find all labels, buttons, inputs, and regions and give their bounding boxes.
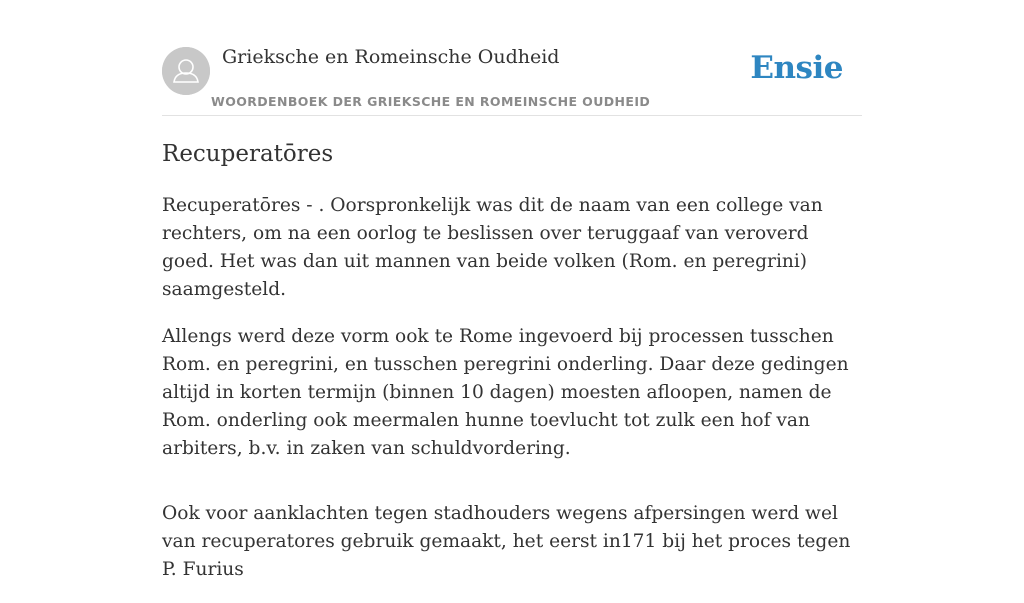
entry-body	[162, 192, 862, 603]
source-header	[162, 0, 862, 116]
user-icon[interactable]	[162, 47, 210, 95]
source-subtitle[interactable]: WOORDENBOEK DER GRIEKSCHE EN ROMEINSCHE OUDHEID	[211, 94, 651, 109]
source-title[interactable]: Grieksche en Romeinsche Oudheid	[222, 46, 560, 68]
entry-title: Recuperatōres	[162, 141, 334, 167]
entry-paragraph: Allengs werd deze vorm ook te Rome ingevoerd bij processen tusschen Rom. en peregrini, en tusschen peregrini onderling. Daar deze gedingen altijd in korten termijn (binnen 10 dagen) moesten afloopen, namen de Rom. onderling ook meermalen hunne toevlucht tot zulk een hof van arbiters, b.v. in zaken van schuldvordering.	[162, 326, 849, 459]
page-container	[162, 0, 862, 580]
brand-logo[interactable]: Ensie	[750, 50, 843, 86]
entry-paragraph: Recuperatōres - . Oorspronkelijk was dit de naam van een college van rechters, om na een oorlog te beslissen over teruggaaf van veroverd goed. Het was dan uit mannen van beide volken (Rom. en peregrini) saamgesteld.	[162, 195, 823, 300]
entry-paragraph: Ook voor aanklachten tegen stadhouders wegens afpersingen werd wel van recuperatores gebruik gemaakt, het eerst in171 bij het proces tegen P. Furius	[162, 503, 851, 580]
